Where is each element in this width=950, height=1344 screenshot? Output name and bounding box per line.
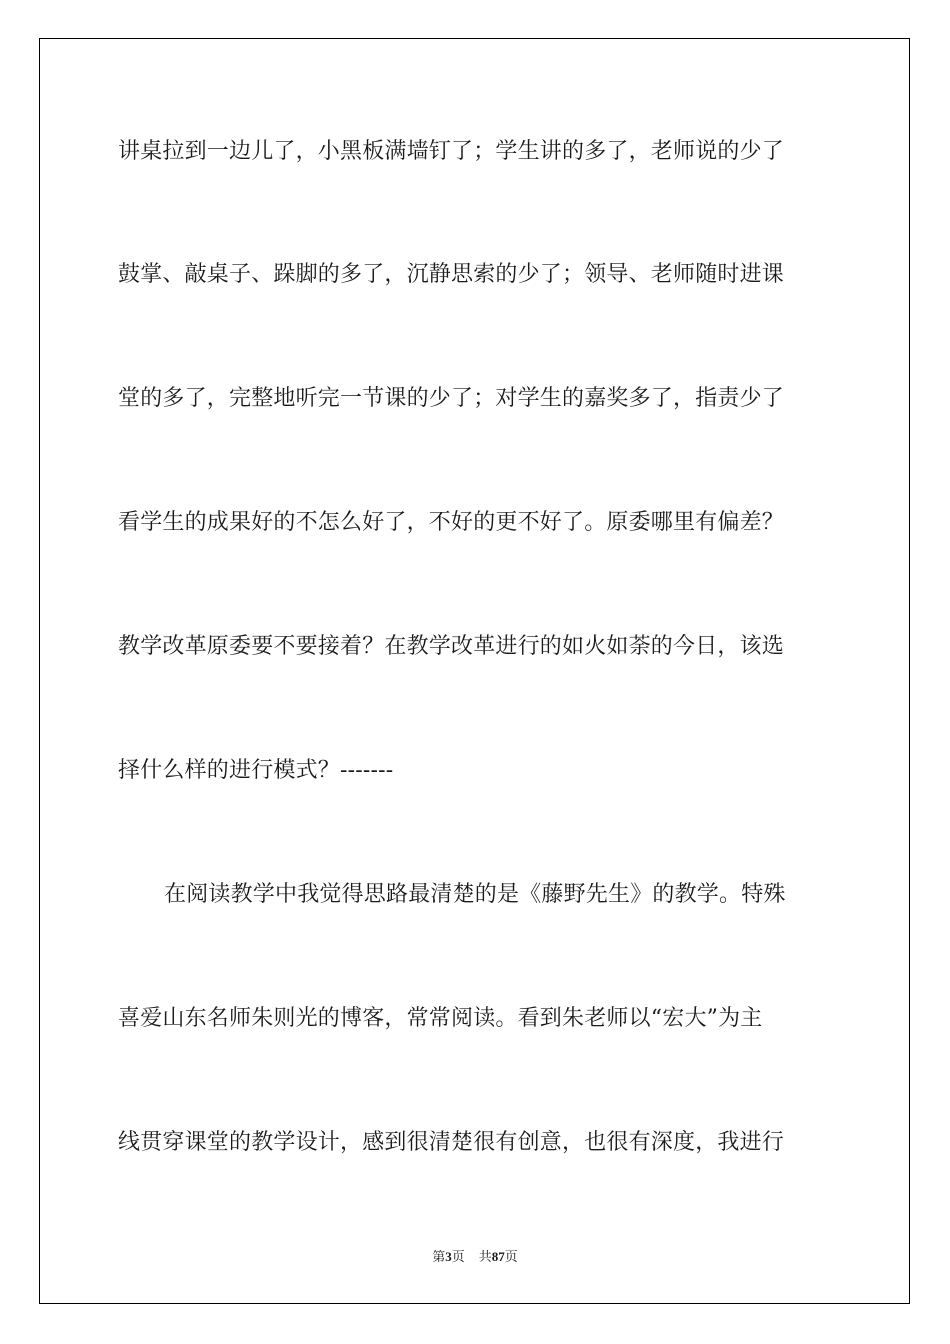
body-text-line-5: 教学改革原委要不要接着？在教学改革进行的如火如荼的今日，该选 (118, 634, 785, 659)
body-text-line-7: 在阅读教学中我觉得思路最清楚的是《藤野先生》的教学。特殊 (164, 882, 786, 907)
body-text-line-3: 堂的多了，完整地听完一节课的少了；对学生的嘉奖多了，指责少了 (118, 386, 785, 411)
body-text-line-8: 喜爱山东名师朱则光的博客，常常阅读。看到朱老师以“宏大”为主 (118, 1006, 763, 1031)
body-text-line-4: 看学生的成果好的不怎么好了，不好的更不好了。原委哪里有偏差？ (118, 510, 785, 535)
body-text-line-1: 讲桌拉到一边儿了，小黑板满墙钉了；学生讲的多了，老师说的少了 (118, 139, 785, 164)
footer-total-pages: 87 (491, 1249, 505, 1264)
footer-page-prefix: 第 (432, 1250, 446, 1265)
footer-total-suffix: 页 (504, 1250, 518, 1265)
body-text-line-9: 线贯穿课堂的教学设计，感到很清楚很有创意，也很有深度，我进行 (118, 1130, 785, 1155)
page-footer (0, 1248, 950, 1267)
footer-total-prefix: 共 (478, 1250, 492, 1265)
body-text-line-2: 鼓掌、敲桌子、跺脚的多了，沉静思索的少了；领导、老师随时进课 (118, 262, 785, 287)
page-border (39, 38, 910, 1304)
body-text-line-6: 择什么样的进行模式？------- (118, 758, 394, 783)
footer-page-number: 3 (445, 1249, 452, 1264)
footer-page-suffix: 页 (451, 1250, 465, 1265)
